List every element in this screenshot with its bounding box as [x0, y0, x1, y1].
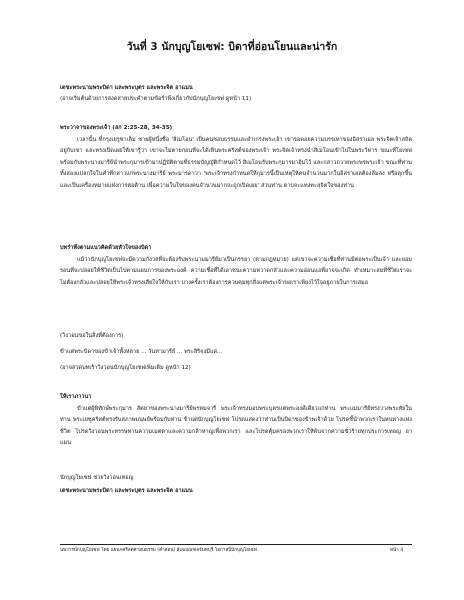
- verse-line: ข้าแต่พระบิดาของข้าเจ้าทั้งหลาย ... วันทามารีย์ ... พระสิริจงมีแด่...: [60, 349, 223, 355]
- reflection-text: แม้ว่านักบุญโยเซฟจะมีความกังวลที่จะต้องรับพระนามมารีย์มาเป็นภรรยา (ตามกฎหมาย) แต่เขาจะความเชื่อที่ท่านมีต่อพระเป็นเจ้า และยอมรอนที่จะปล่อยให้ชีวิตเป็นไปตามแผนการของพระองค์ ความเชื่อที่ได้เอาชนะความหวาดกลัวและความอ่อนแอที่อาจจะเกิด ทำเหมาะสมที่ชีวิตเราจะไม่ต้องกลัวและปล่อยให้พระเจ้าทรงเสียใจให้กับเรา บางครั้งเราต้องการควบคุมทุกสิ่งแต่พระเจ้าขอเราเพียงไว้ใจอยู่ภายในการเสมอ: [60, 257, 412, 286]
- verse-intro: (วิงวอนขอในสิ่งที่ต้องการ): [60, 333, 124, 339]
- prayer-text: ข้าแต่ผู้พิทักษ์พระกุมาร สัตยาของพระนางมารีย์พรหมจารี พระเจ้าทรงมอบพระบุตรแต่พระองค์เดียวแก่ท่าน พระแม่มารีย์ทรงวางพระทัยในท่าน พระเยซูคริสต์ทรงรับสภาพมนุษย์พร้อมกับท่าน ข้าแต่นักบุญโยเซฟ โปรดแสดงว่าท่านเป็นบิดาของข้าพเจ้าด้วย โปรดชี้นำพวกเราในหนทางแห่งชีวิต โปรดวิงวอนพระหรรษทานความเมตตาและความกล้าหาญเพื่อพวกเรา และโปรดคุ้มครองพวกเราให้พ้นจากความชั่วร้ายทุกประการเทอญ อาแมน: [60, 406, 412, 447]
- page-title: วันที่ 3 นักบุญโยเซฟ: บิดาที่อ่อนโยนและน่ารัก: [126, 41, 338, 53]
- opening-prayer: เดชะพระนามพระบิดา และพระบุตร และพระจิต อาแมน: [60, 85, 193, 91]
- page-number: หน้า 4: [390, 548, 404, 553]
- closing-invocation: นักบุญโยเซฟ ช่วยวิงวอนเทอญ: [60, 475, 134, 481]
- intro-note: (อาจเริ่มต้นด้วยการสงดสายประคำตามข้อรำพึงเกี่ยวกับนักบุญโยเซฟ ดูหน้า 11): [60, 96, 252, 102]
- prayer-heading: ให้เราภาวนา: [60, 394, 92, 400]
- reflection-heading: บทรำพึงตามแนวคิดด้วยหัวใจของบิดา: [60, 245, 152, 251]
- footer-divider: [60, 544, 412, 545]
- scripture-text: เวลานั้น ที่กรุงเยรูซาเล็ม ชายผู้หนึ่งชื่อ 'สิเมโอน' เป็นคนชอบธรรมและยำเกรงพระเจ้า เขารอคอยความบรรเทาของอิสราเอล พระจิตเจ้าสถิตอยู่กับเขา และทรงเปิดเผยให้เขารู้ว่า เขาจะไม่ตายก่อนที่จะได้เห็นพระคริสต์ของพระเจ้า พระจิตเจ้าทรงนำสิเมโอนเข้าไปในพระวิหาร ขณะที่โยเซฟพร้อมกับพระนางมารีย์นำพระกุมารเข้ามาปฏิบัติตามที่ธรรมบัญญัติกำหนดไว้ สิเมโอนรับพระกุมารมาอุ้มไว้ และกล่าวถวายพระพรพระเจ้า ขณะที่ท่านทั้งสองแปลกใจในคำที่กล่าวแก่พระนางมารีย์ พระมารดาว่า 'พระเจ้าทรงกำหนดให้กุมารนี้เป็นเหตุให้คนจำนวนมากในอิสราเอลต้องล้มลง หรือลุกขึ้น และเป็นเครื่องหมายแห่งการต่อต้าน เพื่อความในใจของคนจำนวนมากจะถูกเปิดเผย' ส่วนท่าน ดาบจะแทงทะลุจิตใจของท่าน: [60, 137, 412, 189]
- verse-note: (อาจสวดบทเร้าวิงวอนนักบุญโยเซฟเพิ่มเติม ดูหน้า 12): [60, 365, 191, 371]
- scripture-heading: พระวาจาของพระเจ้า (ลก 2:25-28, 34-35): [60, 125, 173, 131]
- footer-source: นพวารนักบุญโยเซฟ โดย แผนกคริสตศาสนธรรม (คำสอน) สังฆมณฑลจันทบุรี โอกาสปีนักบุญโยเซฟ: [60, 548, 257, 553]
- closing-prayer: เดชะพระนามพระบิดา และพระบุตร และพระจิต อาแมน: [60, 488, 193, 494]
